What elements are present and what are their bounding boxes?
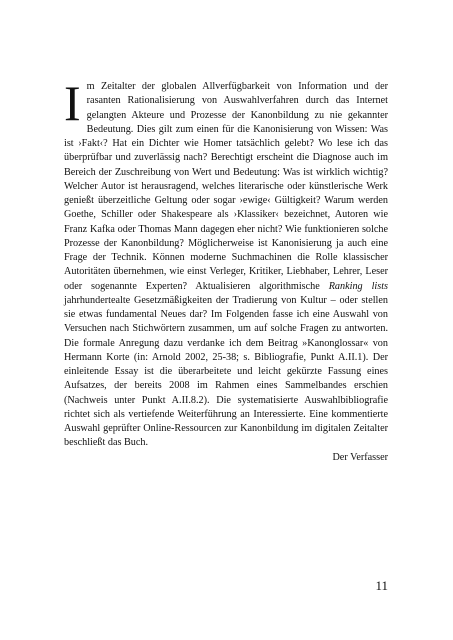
paragraph-text-2: jahrhundertealte Gesetzmäßigkeiten der Tradierung von Kultur – oder stellen sie etwas fundamental Neues dar? Im Folgenden fasse ich eine Auswahl von Versuchen nach Stichwörtern zusammen, um auf solche Fragen zu antworten. Die formale Anregung dazu verdanke ich dem Beitrag »Kanonglossar« von Hermann Korte (in: Arnold 2002, 25-38; s. Bibliografie, Punkt A.II.1). Der einleitende Essay ist die überarbeitete und leicht gekürzte Fassung eines Aufsatzes, der bereits 2008 im Rahmen eines Sammelbandes erschien (Nachweis unter Punkt A.II.8.2). Die systematisierte Auswahlbibliografie richtet sich als vertiefende Weiterführung an Interessierte. Eine kommentierte Auswahl geprüfter Online-Ressourcen zur Kanonbildung im digitalen Zeitalter beschließt das Buch. [64,294,388,449]
preface-paragraph [64,75,388,451]
page-number: 11 [375,578,388,593]
paragraph-text-1: m Zeitalter der globalen Allverfügbarkeit von Information und der rasanten Rationalisierung von Auswahlverfahren durch das Internet gelangten Akteure und Prozesse der Kanonbildung zu nie gekannter Bedeutung. Dies gilt zum einen für die Kanonisierung von Wissen: Was ist ›Fakt‹? Hat ein Dichter wie Homer tatsächlich gelebt? Wo lese ich das überprüfbar und zuverlässig nach? Berechtigt erscheint die Diagnose auch im Bereich der Zuschreibung von Wert und Bedeutung: Was ist wirklich wichtig? Welcher Autor ist herausragend, welches literarische oder künstlerische Werk genießt überzeitliche Geltung oder sogar ›ewige‹ Gültigkeit? Warum werden Goethe, Schiller oder Shakespeare als ›Klassiker‹ bezeichnet, Autoren wie Franz Kafka oder Thomas Mann dagegen eher nicht? Wie funktionieren solche Prozesse der Kanonbildung? Möglicherweise ist Kanonisierung ja auch eine Frage der Technik. Können moderne Suchmachinen die Rolle klassischer Autoritäten übernehmen, wie einst Verleger, Kritiker, Liebhaber, Lehrer, Leser oder sogenannte Experten? Aktualisieren algorithmische [64,81,388,292]
preface-text-block [64,75,388,465]
author-signature: Der Verfasser [332,451,388,463]
drop-cap: I [64,75,81,131]
paragraph-italic-term: Ranking lists [328,280,388,292]
